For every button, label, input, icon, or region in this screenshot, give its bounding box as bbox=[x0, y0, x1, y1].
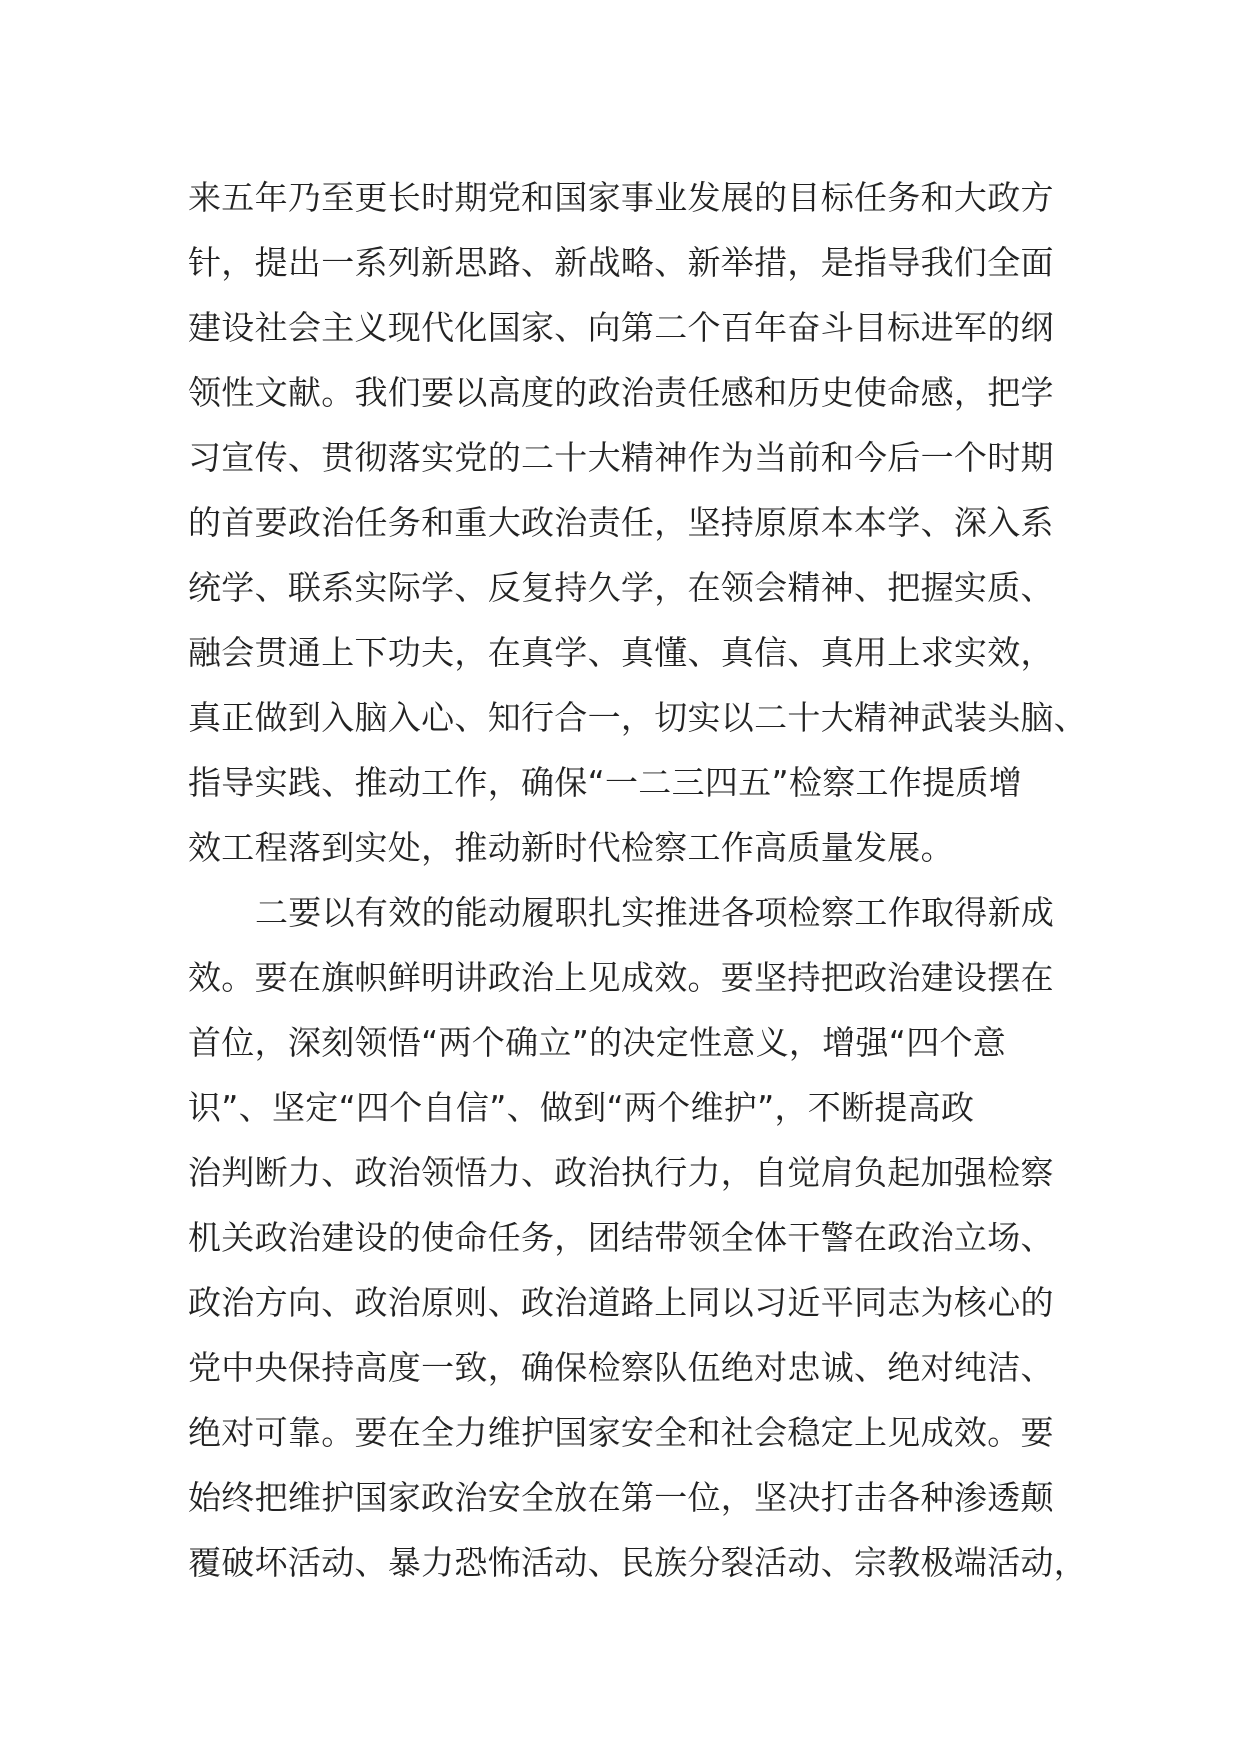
text-line: 机关政治建设的使命任务，团结带领全体干警在政治立场、 bbox=[188, 1218, 1054, 1257]
text-line: 治判断力、政治领悟力、政治执行力，自觉肩负起加强检察 bbox=[188, 1153, 1054, 1192]
text-line: 融会贯通上下功夫，在真学、真懂、真信、真用上求实效， bbox=[188, 633, 1054, 672]
text-line: 识”、坚定“四个自信”、做到“两个维护”，不断提高政 bbox=[188, 1088, 975, 1127]
text-line: 领性文献。我们要以高度的政治责任感和历史使命感，把学 bbox=[188, 373, 1054, 412]
text-line: 建设社会主义现代化国家、向第二个百年奋斗目标进军的纲 bbox=[188, 308, 1054, 347]
text-line: 党中央保持高度一致，确保检察队伍绝对忠诚、绝对纯洁、 bbox=[188, 1348, 1054, 1387]
text-line: 效工程落到实处，推动新时代检察工作高质量发展。 bbox=[188, 828, 954, 867]
text-line: 覆破坏活动、暴力恐怖活动、民族分裂活动、宗教极端活动， bbox=[188, 1543, 1088, 1582]
text-line: 真正做到入脑入心、知行合一，切实以二十大精神武装头脑、 bbox=[188, 698, 1088, 737]
text-line: 绝对可靠。要在全力维护国家安全和社会稳定上见成效。要 bbox=[188, 1413, 1054, 1452]
text-line: 的首要政治任务和重大政治责任，坚持原原本本学、深入系 bbox=[188, 503, 1054, 542]
text-line: 政治方向、政治原则、政治道路上同以习近平同志为核心的 bbox=[188, 1283, 1054, 1322]
text-line: 指导实践、推动工作，确保“一二三四五”检察工作提质增 bbox=[188, 763, 1022, 802]
paragraph-start-line: 二要以有效的能动履职扎实推进各项检察工作取得新成 bbox=[255, 893, 1055, 932]
text-line: 习宣传、贯彻落实党的二十大精神作为当前和今后一个时期 bbox=[188, 438, 1054, 477]
text-line: 针，提出一系列新思路、新战略、新举措，是指导我们全面 bbox=[188, 243, 1054, 282]
body-text bbox=[188, 165, 1088, 1595]
text-line: 效。要在旗帜鲜明讲政治上见成效。要坚持把政治建设摆在 bbox=[188, 958, 1054, 997]
text-line: 首位，深刻领悟“两个确立”的决定性意义，增强“四个意 bbox=[188, 1023, 1007, 1062]
text-line: 始终把维护国家政治安全放在第一位，坚决打击各种渗透颠 bbox=[188, 1478, 1054, 1517]
text-line: 来五年乃至更长时期党和国家事业发展的目标任务和大政方 bbox=[188, 178, 1054, 217]
text-line: 统学、联系实际学、反复持久学，在领会精神、把握实质、 bbox=[188, 568, 1054, 607]
